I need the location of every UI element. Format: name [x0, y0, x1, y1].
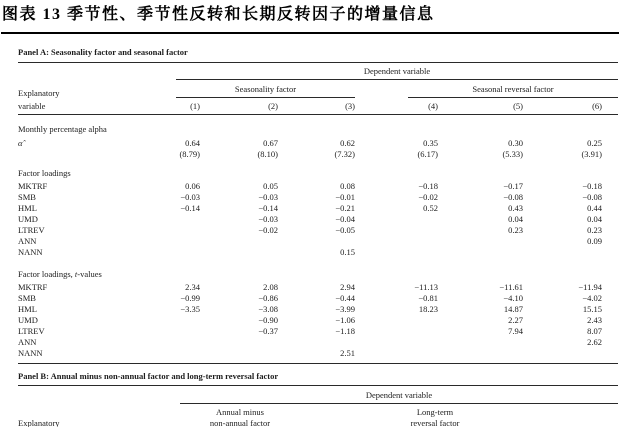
table-row [18, 191, 618, 202]
empty-cell [18, 63, 128, 81]
empty-cell [602, 235, 618, 246]
table-cell: 15.15 [582, 304, 602, 314]
table-cell: 0.06 [185, 181, 200, 191]
column-header: (1) [128, 98, 200, 115]
table-cell [128, 347, 200, 358]
table-row [18, 246, 618, 257]
table-row [18, 325, 618, 336]
table-cell: 7.94 [508, 326, 523, 336]
table-cell: −0.14 [258, 203, 278, 213]
table-cell [523, 246, 602, 257]
table-row [18, 202, 618, 213]
table-row [18, 136, 618, 148]
table-cell [128, 325, 200, 336]
table-cell: 0.04 [508, 214, 523, 224]
table-cell: −0.08 [582, 192, 602, 202]
empty-cell [602, 136, 618, 148]
table-row [18, 257, 618, 281]
table-cell [438, 235, 523, 246]
row-label: MKTRF [18, 181, 48, 191]
table-cell [355, 314, 438, 325]
table-cell: 2.27 [508, 315, 523, 325]
table-row [18, 358, 618, 364]
panel-b-group-header-long-term-reversal [411, 407, 460, 427]
empty-cell [18, 358, 618, 364]
column-header: (3) [278, 98, 355, 115]
group-header-line: non-annual factor [209, 417, 271, 427]
table-row [18, 180, 618, 191]
table-cell: −0.86 [258, 293, 278, 303]
row-label: NANN [18, 348, 43, 358]
table-row [18, 148, 618, 159]
row-label: UMD [18, 214, 38, 224]
table-cell [355, 325, 438, 336]
table-row [18, 314, 618, 325]
table-cell: 0.23 [587, 225, 602, 235]
explanatory-label: variable [18, 98, 128, 115]
empty-cell [602, 292, 618, 303]
group-header-cell [355, 80, 618, 98]
table-cell [200, 336, 278, 347]
table-cell: 0.67 [263, 138, 278, 148]
empty-cell [18, 148, 128, 159]
table-cell: −4.10 [503, 293, 523, 303]
table-cell: 0.62 [340, 138, 355, 148]
table-cell: −0.44 [335, 293, 355, 303]
row-label: LTREV [18, 225, 45, 235]
table-cell: (8.79) [179, 149, 200, 159]
table-cell: −0.03 [258, 214, 278, 224]
group-header-line: Long-term [416, 407, 454, 417]
table-row [18, 213, 618, 224]
dependent-variable-header: Dependent variable [176, 66, 618, 80]
table-row [18, 224, 618, 235]
table-cell: 0.23 [508, 225, 523, 235]
table-cell: (7.32) [334, 149, 355, 159]
table-row [18, 235, 618, 246]
table-row [18, 347, 618, 358]
table-cell: 0.15 [340, 247, 355, 257]
panel-b-dependent-variable-header: Dependent variable [180, 386, 618, 404]
table-cell: −1.18 [335, 326, 355, 336]
table-cell: −0.05 [335, 225, 355, 235]
table-row [18, 303, 618, 314]
table-cell: −3.08 [258, 304, 278, 314]
empty-cell [602, 336, 618, 347]
figure-title: 图表 13 季节性、季节性反转和长期反转因子的增量信息 [1, 2, 619, 34]
table-cell [128, 235, 200, 246]
table-cell: 0.52 [423, 203, 438, 213]
section-heading-text: -values [77, 269, 102, 279]
panel-a-heading: Panel A: Seasonality factor and seasonal factor [18, 47, 188, 57]
table-cell: 0.09 [587, 236, 602, 246]
empty-cell [602, 148, 618, 159]
section-heading-italic-t: t [74, 269, 78, 279]
empty-cell [602, 202, 618, 213]
column-header: (4) [355, 98, 438, 115]
row-label: LTREV [18, 326, 45, 336]
table-cell [438, 347, 523, 358]
empty-cell [602, 98, 618, 115]
row-label: SMB [18, 293, 36, 303]
table-cell [128, 224, 200, 235]
section-heading-alpha: Monthly percentage alpha [18, 124, 107, 134]
dependent-variable-header-cell [128, 63, 618, 81]
group-header-cell [128, 80, 355, 98]
table-cell [355, 336, 438, 347]
table-cell [355, 246, 438, 257]
table-cell: 2.08 [263, 282, 278, 292]
table-cell: 0.44 [587, 203, 602, 213]
table-cell: 8.07 [587, 326, 602, 336]
table-cell: −0.17 [503, 181, 523, 191]
table-row [18, 281, 618, 292]
group-header-line: Annual minus [216, 407, 264, 417]
empty-cell [602, 303, 618, 314]
section-heading-tvalues [18, 257, 618, 281]
group-header-seasonal-reversal: Seasonal reversal factor [408, 84, 618, 98]
table-cell: 2.94 [340, 282, 355, 292]
panel-a-table [18, 62, 618, 364]
table-cell [278, 235, 355, 246]
table-cell: 0.05 [263, 181, 278, 191]
table-cell [438, 336, 523, 347]
table-row [18, 115, 618, 137]
table-row [18, 80, 618, 98]
empty-cell [602, 281, 618, 292]
row-label: ANN [18, 337, 37, 347]
table-cell: 0.43 [508, 203, 523, 213]
table-cell: 14.87 [503, 304, 523, 314]
table-cell: 2.34 [185, 282, 200, 292]
alpha-symbol: α̂ [18, 138, 23, 148]
table-cell [128, 213, 200, 224]
table-cell: (5.33) [502, 149, 523, 159]
empty-cell [602, 191, 618, 202]
table-cell [355, 213, 438, 224]
table-cell: −3.99 [335, 304, 355, 314]
table-cell: −0.08 [503, 192, 523, 202]
empty-cell [602, 213, 618, 224]
table-cell [278, 336, 355, 347]
panel-b-group-header-annual-minus-non-annual [210, 407, 270, 427]
empty-cell [602, 246, 618, 257]
table-cell: −0.14 [180, 203, 200, 213]
table-cell [200, 347, 278, 358]
table-cell: 2.43 [587, 315, 602, 325]
panel-b-explanatory-label: Explanatory [18, 418, 60, 427]
table-cell: 0.08 [340, 181, 355, 191]
table-cell: 2.62 [587, 337, 602, 347]
table-cell: −11.94 [578, 282, 602, 292]
empty-cell [602, 180, 618, 191]
table-row [18, 336, 618, 347]
table-cell: −1.06 [335, 315, 355, 325]
table-cell [355, 347, 438, 358]
table-cell: −0.18 [582, 181, 602, 191]
table-cell [438, 246, 523, 257]
table-cell [200, 246, 278, 257]
section-heading-loadings: Factor loadings [18, 168, 71, 178]
table-cell [128, 246, 200, 257]
table-cell [355, 235, 438, 246]
empty-cell [602, 347, 618, 358]
table-cell: −0.18 [418, 181, 438, 191]
table-cell: (6.17) [417, 149, 438, 159]
table-cell: −4.02 [582, 293, 602, 303]
table-cell: −0.02 [258, 225, 278, 235]
table-cell: −0.81 [418, 293, 438, 303]
table-cell: 0.04 [587, 214, 602, 224]
table-cell: 0.30 [508, 138, 523, 148]
table-cell [523, 347, 602, 358]
column-header: (2) [200, 98, 278, 115]
empty-cell [602, 314, 618, 325]
row-label: HML [18, 304, 37, 314]
column-header: (6) [523, 98, 602, 115]
row-label: HML [18, 203, 37, 213]
table-cell: −0.03 [258, 192, 278, 202]
table-cell: 0.35 [423, 138, 438, 148]
table-cell [355, 224, 438, 235]
row-label: ANN [18, 236, 37, 246]
table-cell: 0.64 [185, 138, 200, 148]
table-cell: (8.10) [257, 149, 278, 159]
table-cell: −0.21 [335, 203, 355, 213]
table-cell: −0.01 [335, 192, 355, 202]
explanatory-label: Explanatory [18, 88, 60, 98]
table-cell: 18.23 [418, 304, 438, 314]
table-cell [128, 314, 200, 325]
table-row [18, 63, 618, 81]
panel-b-heading: Panel B: Annual minus non-annual factor and long-term reversal factor [18, 367, 618, 386]
table-row [18, 292, 618, 303]
group-header-line: reversal factor [410, 417, 460, 427]
table-cell: −0.37 [258, 326, 278, 336]
panel-b-column-headers [18, 404, 618, 427]
table-cell: −0.04 [335, 214, 355, 224]
table-cell: −0.90 [258, 315, 278, 325]
group-header-seasonality: Seasonality factor [176, 84, 355, 98]
table-cell: −3.35 [180, 304, 200, 314]
table-cell: −0.03 [180, 192, 200, 202]
table-cell: 2.51 [340, 348, 355, 358]
row-label: NANN [18, 247, 43, 257]
table-cell: −0.99 [180, 293, 200, 303]
table-cell: −0.02 [418, 192, 438, 202]
table-cell [200, 235, 278, 246]
row-label: MKTRF [18, 282, 48, 292]
table-cell: −11.61 [499, 282, 523, 292]
row-label: SMB [18, 192, 36, 202]
table-cell: 0.25 [587, 138, 602, 148]
section-heading-text: Factor loadings, [18, 269, 75, 279]
table-row [18, 98, 618, 115]
empty-cell [602, 224, 618, 235]
table-row [18, 159, 618, 180]
table-cell: (3.91) [581, 149, 602, 159]
table-cell: −11.13 [414, 282, 438, 292]
table-cell [128, 336, 200, 347]
row-label: UMD [18, 315, 38, 325]
column-header: (5) [438, 98, 523, 115]
empty-cell [602, 325, 618, 336]
